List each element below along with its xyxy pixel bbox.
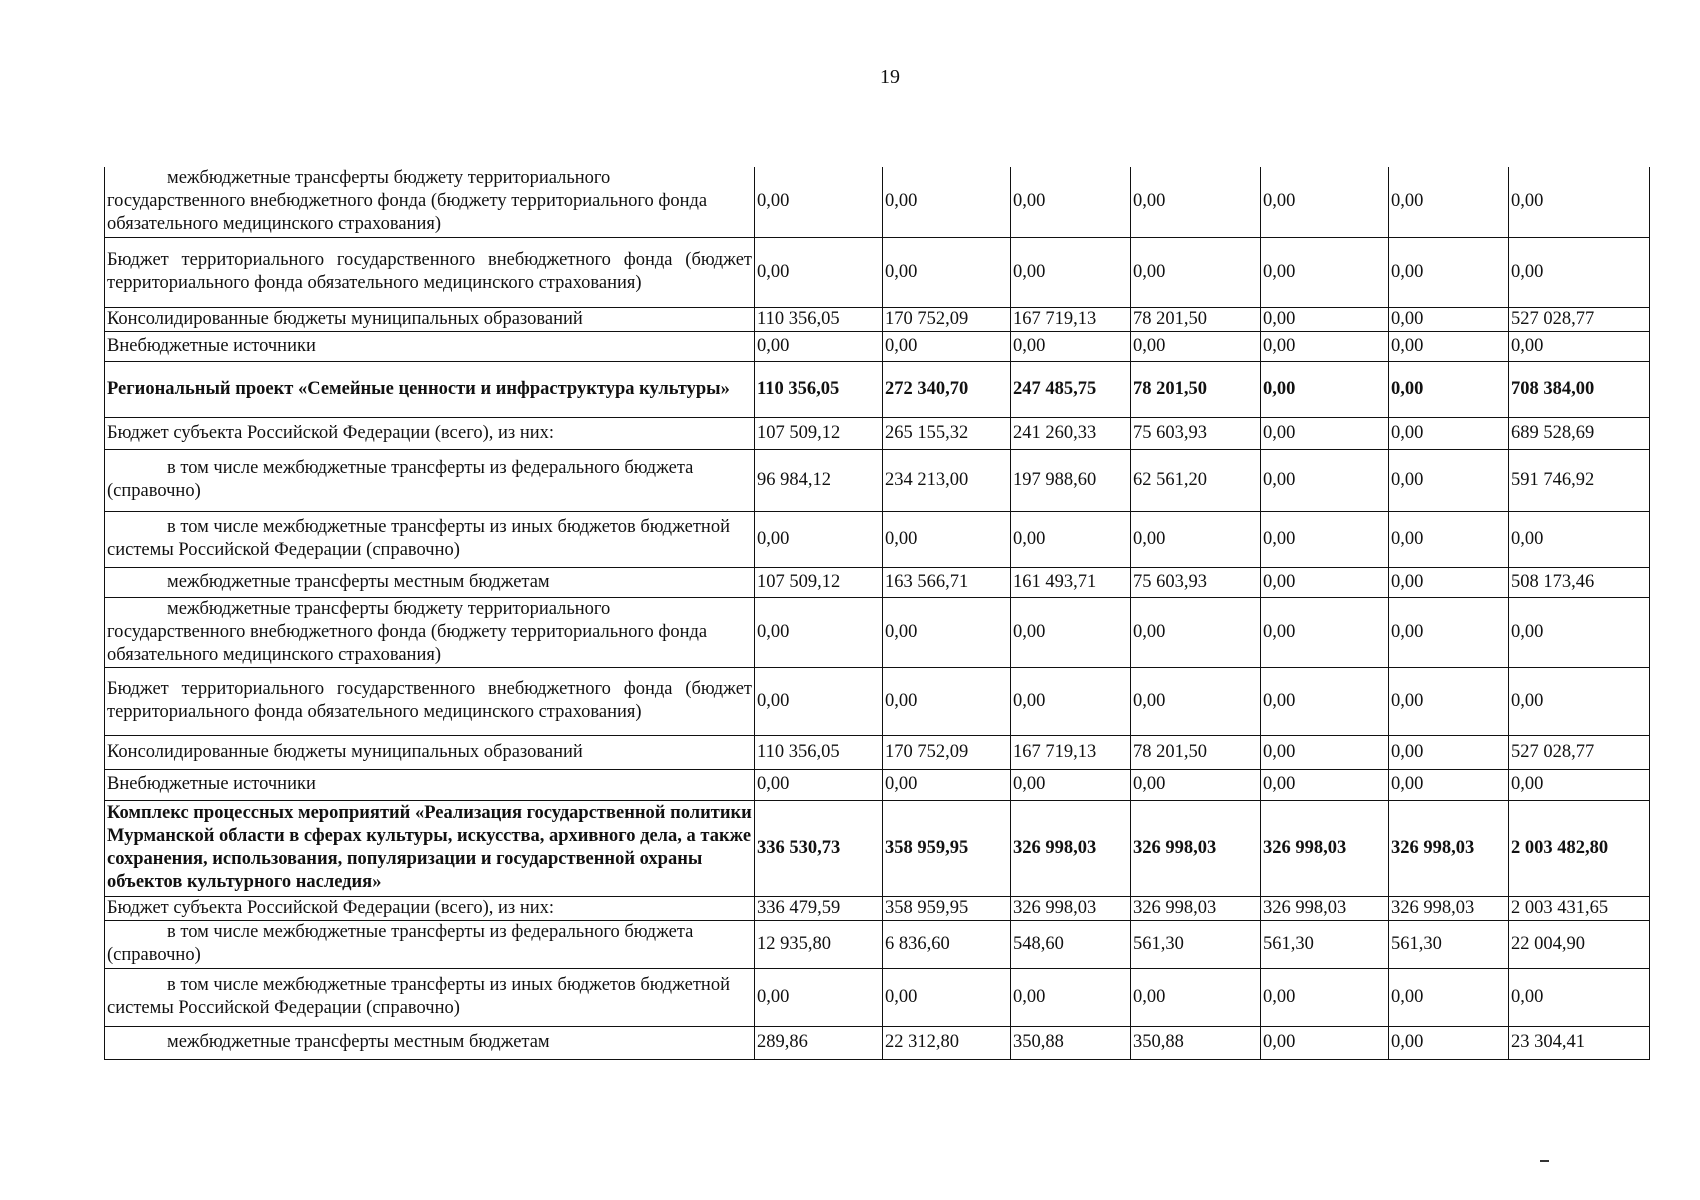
- budget-table: [104, 167, 1650, 1060]
- row-year-value: 96 984,12: [755, 449, 883, 511]
- row-year-value: 326 998,03: [1011, 896, 1131, 920]
- row-year-value: 0,00: [1261, 769, 1389, 800]
- row-year-value: 170 752,09: [883, 735, 1011, 769]
- row-total-value: 0,00: [1509, 331, 1650, 361]
- row-year-value: 0,00: [755, 511, 883, 567]
- row-year-value: 107 509,12: [755, 567, 883, 597]
- row-year-value: 0,00: [1389, 417, 1509, 449]
- row-year-value: 0,00: [1011, 511, 1131, 567]
- row-year-value: 0,00: [1261, 237, 1389, 307]
- row-label: в том числе межбюджетные трансферты из иных бюджетов бюджетной системы Российской Федерации (справочно): [105, 511, 755, 567]
- row-year-value: 265 155,32: [883, 417, 1011, 449]
- row-year-value: 0,00: [1131, 237, 1261, 307]
- table-row: [105, 968, 1650, 1026]
- row-total-value: 527 028,77: [1509, 735, 1650, 769]
- row-year-value: 0,00: [1261, 331, 1389, 361]
- row-total-value: 708 384,00: [1509, 361, 1650, 417]
- row-year-value: 0,00: [1131, 968, 1261, 1026]
- table-row: [105, 417, 1650, 449]
- row-year-value: 0,00: [1261, 567, 1389, 597]
- row-year-value: 0,00: [1389, 769, 1509, 800]
- row-year-value: 326 998,03: [1389, 800, 1509, 896]
- row-year-value: 6 836,60: [883, 920, 1011, 968]
- row-label: межбюджетные трансферты бюджету территориального государственного внебюджетного фонда (бюджету территориального фонда обязательного медицинского страхования): [105, 167, 755, 237]
- row-year-value: 0,00: [1389, 1026, 1509, 1059]
- table-row: [105, 920, 1650, 968]
- table-body: [105, 167, 1650, 1059]
- row-year-value: 197 988,60: [1011, 449, 1131, 511]
- row-year-value: 0,00: [755, 769, 883, 800]
- row-label: Комплекс процессных мероприятий «Реализация государственной политики Мурманской области в сферах культуры, искусства, архивного дела, а также сохранения, использования, популяризации и государственной охраны объектов культурного наследия»: [105, 800, 755, 896]
- row-year-value: 78 201,50: [1131, 307, 1261, 331]
- row-year-value: 0,00: [1261, 417, 1389, 449]
- row-label: межбюджетные трансферты местным бюджетам: [105, 567, 755, 597]
- row-year-value: 62 561,20: [1131, 449, 1261, 511]
- row-year-value: 0,00: [1261, 361, 1389, 417]
- row-year-value: 0,00: [755, 597, 883, 667]
- row-label: Бюджет субъекта Российской Федерации (всего), из них:: [105, 896, 755, 920]
- row-year-value: 107 509,12: [755, 417, 883, 449]
- row-year-value: 336 479,59: [755, 896, 883, 920]
- row-year-value: 163 566,71: [883, 567, 1011, 597]
- table-row: [105, 307, 1650, 331]
- row-label: Внебюджетные источники: [105, 331, 755, 361]
- row-year-value: 0,00: [1261, 968, 1389, 1026]
- row-year-value: 0,00: [1131, 667, 1261, 735]
- row-year-value: 170 752,09: [883, 307, 1011, 331]
- row-label: Бюджет территориального государственного внебюджетного фонда (бюджет территориального фонда обязательного медицинского страхования): [105, 667, 755, 735]
- row-year-value: 0,00: [883, 769, 1011, 800]
- row-year-value: 0,00: [1011, 769, 1131, 800]
- row-year-value: 234 213,00: [883, 449, 1011, 511]
- row-year-value: 0,00: [883, 968, 1011, 1026]
- row-year-value: 0,00: [1011, 597, 1131, 667]
- table-row: [105, 361, 1650, 417]
- row-year-value: 350,88: [1011, 1026, 1131, 1059]
- row-year-value: 0,00: [883, 597, 1011, 667]
- table-row: [105, 597, 1650, 667]
- row-total-value: 0,00: [1509, 667, 1650, 735]
- row-year-value: 241 260,33: [1011, 417, 1131, 449]
- row-label: межбюджетные трансферты местным бюджетам: [105, 1026, 755, 1059]
- row-year-value: 326 998,03: [1261, 896, 1389, 920]
- row-year-value: 78 201,50: [1131, 361, 1261, 417]
- table-row: [105, 449, 1650, 511]
- row-label: межбюджетные трансферты бюджету территориального государственного внебюджетного фонда (бюджету территориального фонда обязательного медицинского страхования): [105, 597, 755, 667]
- row-year-value: 0,00: [1011, 237, 1131, 307]
- row-year-value: 561,30: [1389, 920, 1509, 968]
- row-year-value: 350,88: [1131, 1026, 1261, 1059]
- row-year-value: 358 959,95: [883, 896, 1011, 920]
- row-year-value: 0,00: [1389, 307, 1509, 331]
- row-year-value: 0,00: [755, 237, 883, 307]
- row-year-value: 0,00: [1131, 597, 1261, 667]
- row-year-value: 78 201,50: [1131, 735, 1261, 769]
- table-row: [105, 567, 1650, 597]
- row-label: в том числе межбюджетные трансферты из федерального бюджета (справочно): [105, 920, 755, 968]
- row-year-value: 561,30: [1131, 920, 1261, 968]
- row-total-value: 0,00: [1509, 769, 1650, 800]
- row-year-value: 167 719,13: [1011, 735, 1131, 769]
- row-total-value: 689 528,69: [1509, 417, 1650, 449]
- row-year-value: 110 356,05: [755, 735, 883, 769]
- row-year-value: 0,00: [1261, 1026, 1389, 1059]
- row-year-value: 167 719,13: [1011, 307, 1131, 331]
- row-total-value: 0,00: [1509, 511, 1650, 567]
- row-total-value: 0,00: [1509, 237, 1650, 307]
- row-total-value: 2 003 482,80: [1509, 800, 1650, 896]
- table-row: [105, 667, 1650, 735]
- row-year-value: 0,00: [883, 237, 1011, 307]
- row-label: в том числе межбюджетные трансферты из иных бюджетов бюджетной системы Российской Федерации (справочно): [105, 968, 755, 1026]
- row-year-value: 0,00: [755, 968, 883, 1026]
- row-year-value: 0,00: [1131, 331, 1261, 361]
- row-year-value: 0,00: [1261, 307, 1389, 331]
- row-year-value: 0,00: [1011, 968, 1131, 1026]
- row-year-value: 0,00: [1389, 331, 1509, 361]
- row-total-value: 0,00: [1509, 167, 1650, 237]
- row-label: Внебюджетные источники: [105, 769, 755, 800]
- row-total-value: 22 004,90: [1509, 920, 1650, 968]
- row-year-value: 561,30: [1261, 920, 1389, 968]
- row-total-value: 2 003 431,65: [1509, 896, 1650, 920]
- table-row: [105, 511, 1650, 567]
- row-year-value: 0,00: [1261, 735, 1389, 769]
- row-year-value: 326 998,03: [1389, 896, 1509, 920]
- row-year-value: 326 998,03: [1261, 800, 1389, 896]
- row-year-value: 0,00: [1261, 597, 1389, 667]
- row-year-value: 0,00: [1389, 968, 1509, 1026]
- row-year-value: 0,00: [1131, 167, 1261, 237]
- row-year-value: 0,00: [1261, 167, 1389, 237]
- row-year-value: 22 312,80: [883, 1026, 1011, 1059]
- row-year-value: 247 485,75: [1011, 361, 1131, 417]
- row-label: Бюджет субъекта Российской Федерации (всего), из них:: [105, 417, 755, 449]
- row-year-value: 0,00: [883, 511, 1011, 567]
- row-year-value: 0,00: [1389, 735, 1509, 769]
- row-year-value: 0,00: [883, 667, 1011, 735]
- footer-mark: [1540, 1160, 1549, 1162]
- row-year-value: 0,00: [1011, 667, 1131, 735]
- row-label: Бюджет территориального государственного внебюджетного фонда (бюджет территориального фонда обязательного медицинского страхования): [105, 237, 755, 307]
- row-total-value: 0,00: [1509, 968, 1650, 1026]
- row-year-value: 336 530,73: [755, 800, 883, 896]
- row-label: Региональный проект «Семейные ценности и инфраструктура культуры»: [105, 361, 755, 417]
- row-year-value: 0,00: [1389, 167, 1509, 237]
- row-year-value: 326 998,03: [1131, 800, 1261, 896]
- table-row: [105, 896, 1650, 920]
- row-year-value: 0,00: [755, 167, 883, 237]
- row-label: в том числе межбюджетные трансферты из федерального бюджета (справочно): [105, 449, 755, 511]
- table-row: [105, 769, 1650, 800]
- row-year-value: 0,00: [1261, 667, 1389, 735]
- row-year-value: 0,00: [755, 667, 883, 735]
- row-year-value: 0,00: [1389, 567, 1509, 597]
- row-year-value: 0,00: [1011, 331, 1131, 361]
- row-year-value: 548,60: [1011, 920, 1131, 968]
- row-year-value: 0,00: [1261, 449, 1389, 511]
- row-year-value: 110 356,05: [755, 361, 883, 417]
- row-year-value: 75 603,93: [1131, 567, 1261, 597]
- row-year-value: 0,00: [1131, 769, 1261, 800]
- row-total-value: 508 173,46: [1509, 567, 1650, 597]
- table-row: [105, 237, 1650, 307]
- row-total-value: 23 304,41: [1509, 1026, 1650, 1059]
- row-year-value: 0,00: [1389, 511, 1509, 567]
- row-total-value: 0,00: [1509, 597, 1650, 667]
- row-year-value: 0,00: [1389, 667, 1509, 735]
- table-row: [105, 167, 1650, 237]
- row-year-value: 358 959,95: [883, 800, 1011, 896]
- row-year-value: 289,86: [755, 1026, 883, 1059]
- row-year-value: 0,00: [755, 331, 883, 361]
- table-row: [105, 331, 1650, 361]
- page-number: 19: [880, 66, 900, 88]
- table-row: [105, 1026, 1650, 1059]
- row-year-value: 0,00: [883, 331, 1011, 361]
- row-total-value: 591 746,92: [1509, 449, 1650, 511]
- row-year-value: 326 998,03: [1131, 896, 1261, 920]
- row-year-value: 272 340,70: [883, 361, 1011, 417]
- row-year-value: 0,00: [1131, 511, 1261, 567]
- row-year-value: 0,00: [883, 167, 1011, 237]
- row-total-value: 527 028,77: [1509, 307, 1650, 331]
- row-year-value: 75 603,93: [1131, 417, 1261, 449]
- row-label: Консолидированные бюджеты муниципальных образований: [105, 307, 755, 331]
- table-row: [105, 735, 1650, 769]
- row-year-value: 0,00: [1389, 449, 1509, 511]
- row-year-value: 0,00: [1011, 167, 1131, 237]
- row-year-value: 0,00: [1261, 511, 1389, 567]
- row-year-value: 0,00: [1389, 237, 1509, 307]
- row-year-value: 0,00: [1389, 597, 1509, 667]
- row-year-value: 161 493,71: [1011, 567, 1131, 597]
- row-year-value: 0,00: [1389, 361, 1509, 417]
- row-year-value: 12 935,80: [755, 920, 883, 968]
- table-row: [105, 800, 1650, 896]
- row-year-value: 326 998,03: [1011, 800, 1131, 896]
- row-year-value: 110 356,05: [755, 307, 883, 331]
- row-label: Консолидированные бюджеты муниципальных образований: [105, 735, 755, 769]
